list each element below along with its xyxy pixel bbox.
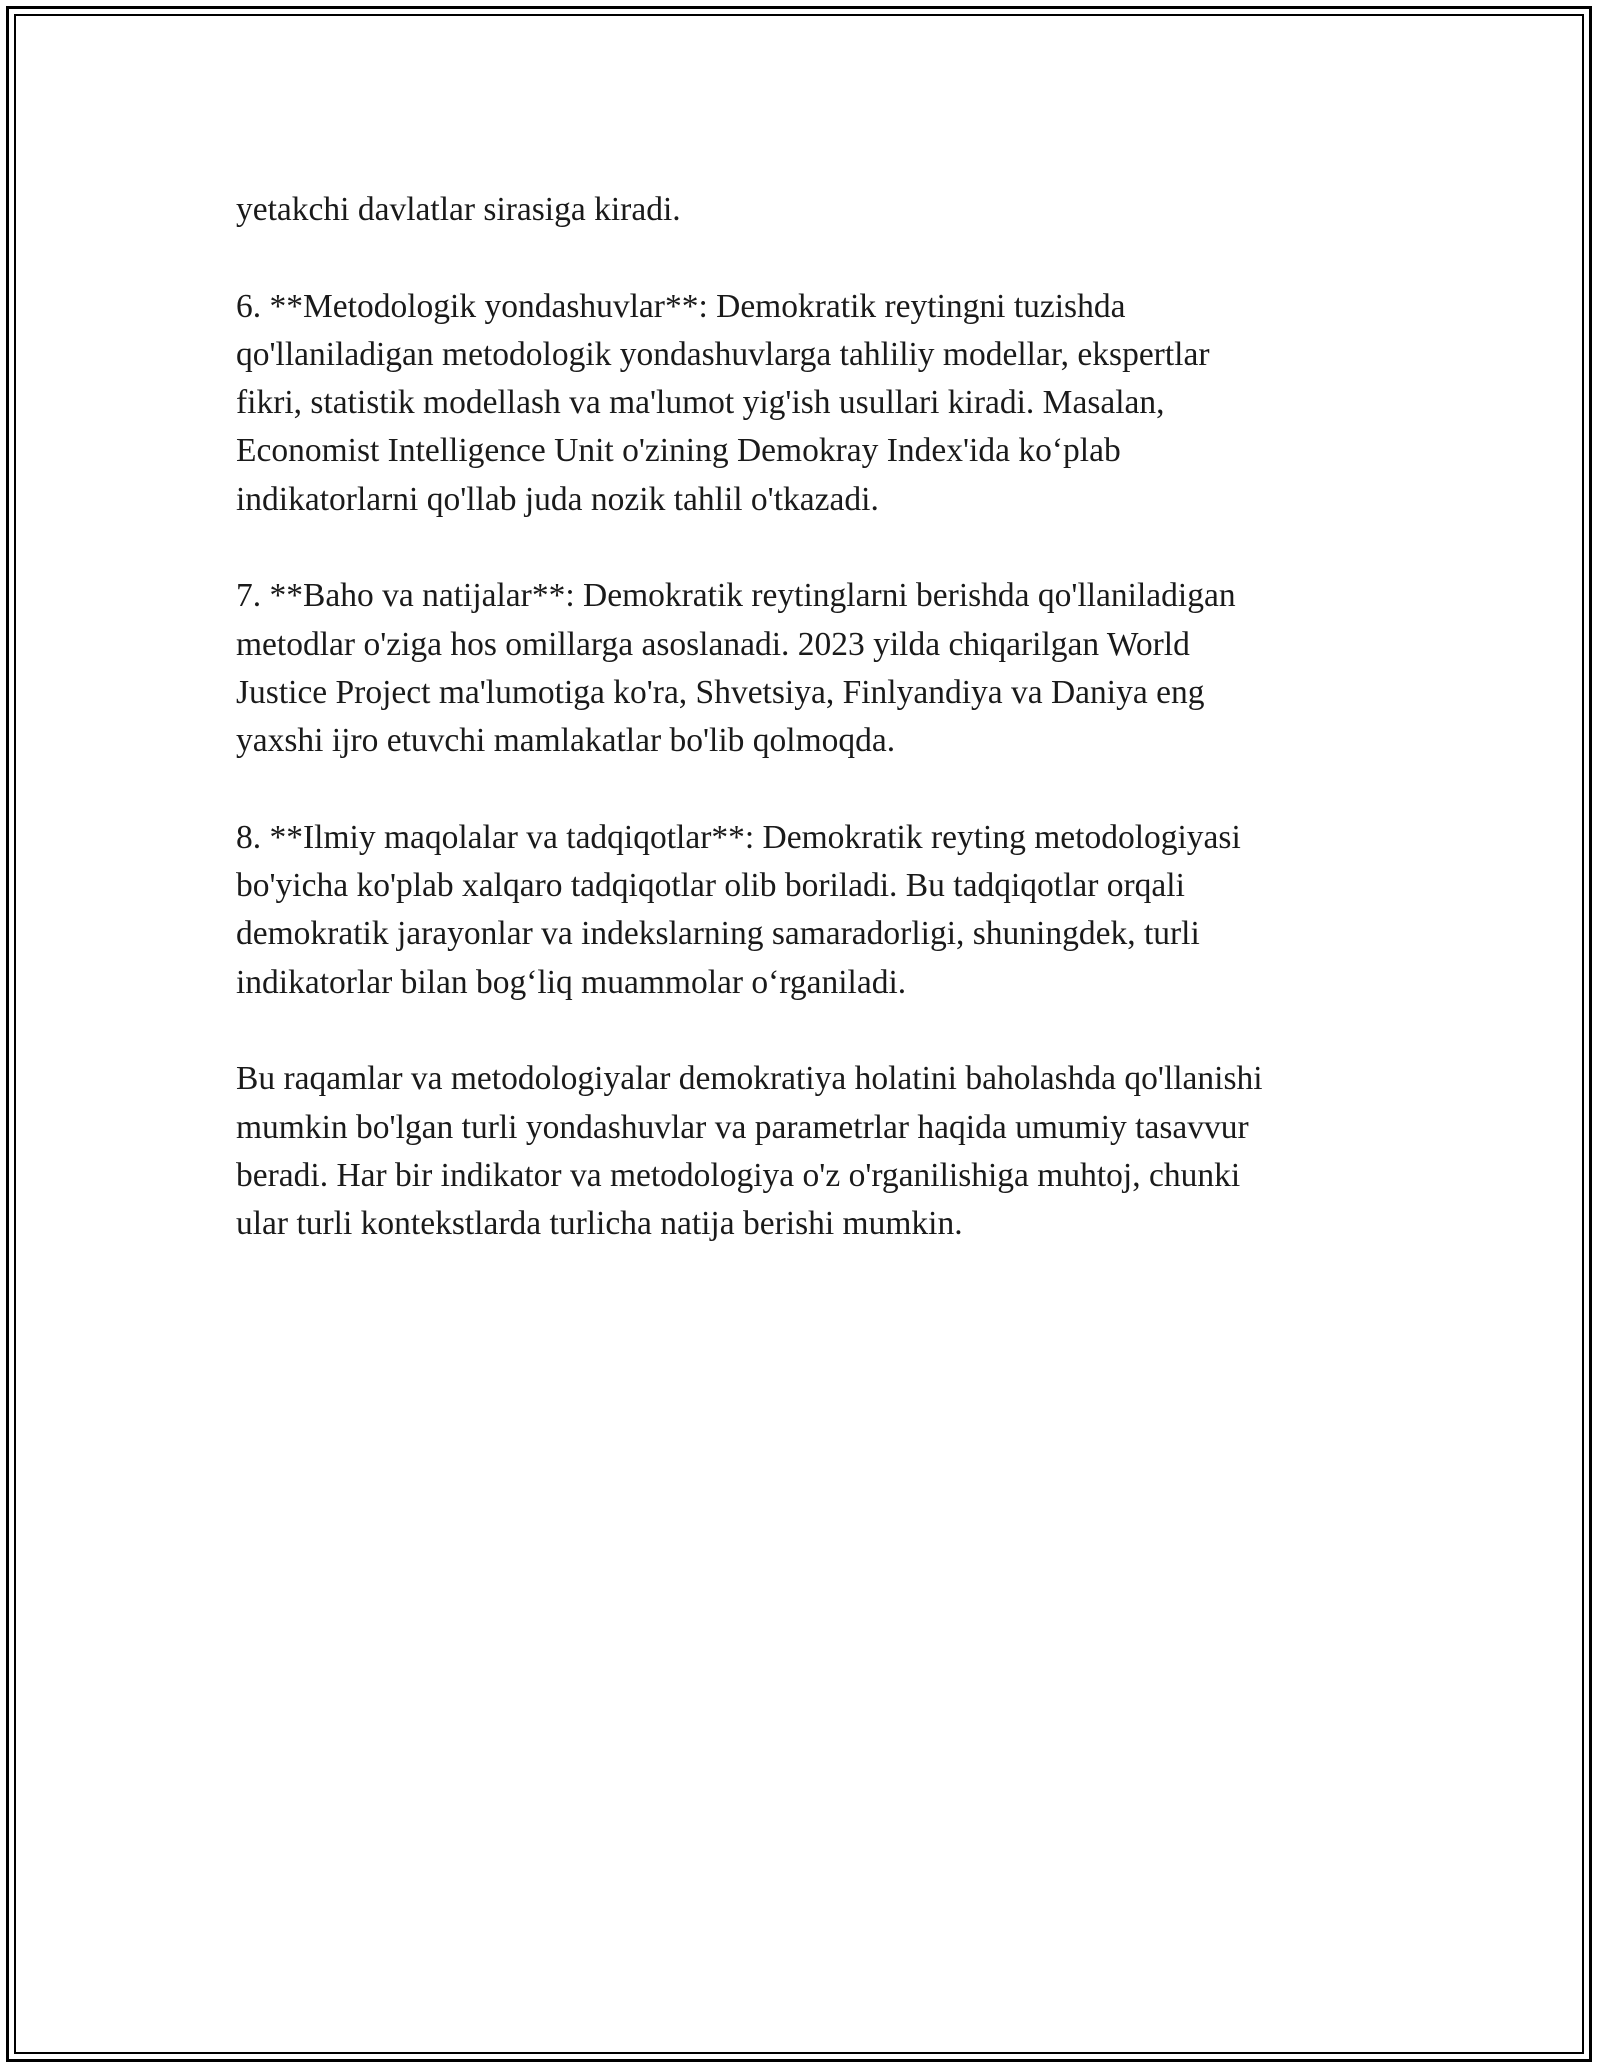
paragraph-conclusion: [236, 1055, 1386, 1248]
text-line: 6. **Metodologik yondashuvlar**: Demokratik reytingni tuzishda: [236, 287, 1126, 325]
text-line: 8. **Ilmiy maqolalar va tadqiqotlar**: Demokratik reyting metodologiyasi: [236, 818, 1241, 856]
paragraph-gap: [236, 524, 1386, 572]
paragraph-item-6: [236, 283, 1386, 524]
text-line: 7. **Baho va natijalar**: Demokratik reytinglarni berishda qo'llaniladigan: [236, 577, 1236, 615]
text-line: yaxshi ijro etuvchi mamlakatlar bo'lib qolmoqda.: [236, 722, 896, 760]
text-line: Bu raqamlar va metodologiyalar demokratiya holatini baholashda qo'llanishi: [236, 1060, 1263, 1098]
text-line: indikatorlar bilan bog‘liq muammolar o‘rganiladi.: [236, 963, 907, 1001]
text-line: Justice Project ma'lumotiga ko'ra, Shvetsiya, Finlyandiya va Daniya eng: [236, 673, 1205, 711]
paragraph-gap: [236, 766, 1386, 814]
text-line: Economist Intelligence Unit o'zining Demokray Index'ida ko‘plab: [236, 432, 1121, 470]
text-line: metodlar o'ziga hos omillarga asoslanadi. 2023 yilda chiqarilgan World: [236, 625, 1190, 663]
text-line: demokratik jarayonlar va indekslarning samaradorligi, shuningdek, turli: [236, 915, 1200, 953]
text-line: mumkin bo'lgan turli yondashuvlar va parametrlar haqida umumiy tasavvur: [236, 1108, 1249, 1146]
paragraph-gap: [236, 234, 1386, 282]
paragraph-item-7: [236, 572, 1386, 765]
text-line: ular turli kontekstlarda turlicha natija berishi mumkin.: [236, 1205, 963, 1243]
text-line: yetakchi davlatlar sirasiga kiradi.: [236, 191, 681, 228]
text-line: fikri, statistik modellash va ma'lumot yig'ish usullari kiradi. Masalan,: [236, 384, 1165, 422]
paragraph-continuation: [236, 186, 1386, 234]
paragraph-gap: [236, 1007, 1386, 1055]
paragraph-item-8: [236, 814, 1386, 1007]
document-body: [236, 186, 1386, 1249]
text-line: bo'yicha ko'plab xalqaro tadqiqotlar olib boriladi. Bu tadqiqotlar orqali: [236, 867, 1185, 905]
text-line: indikatorlarni qo'llab juda nozik tahlil o'tkazadi.: [236, 480, 879, 518]
text-line: qo'llaniladigan metodologik yondashuvlarga tahliliy modellar, ekspertlar: [236, 335, 1210, 373]
text-line: beradi. Har bir indikator va metodologiya o'z o'rganilishiga muhtoj, chunki: [236, 1156, 1241, 1194]
